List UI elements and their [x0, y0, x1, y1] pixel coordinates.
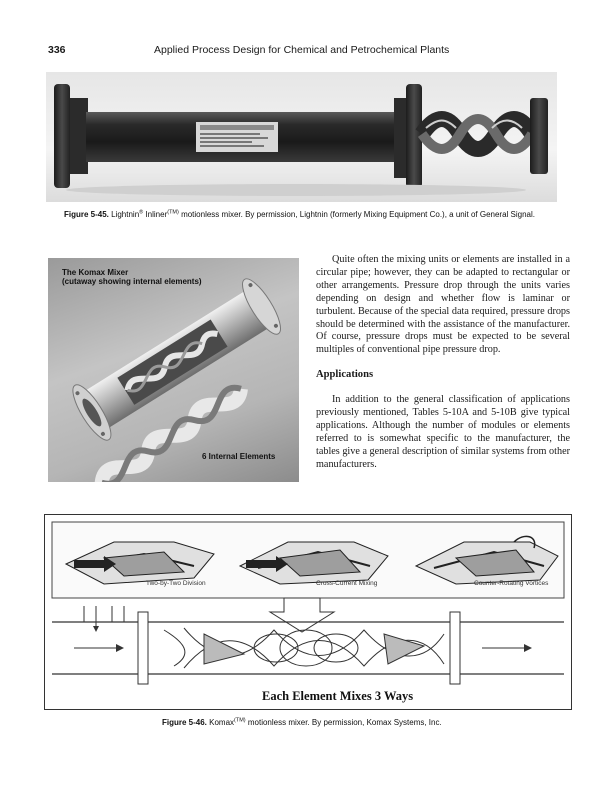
sub-label-counter-rotating: Counter-Rotating Vortices [474, 580, 549, 587]
running-title: Applied Process Design for Chemical and Petrochemical Plants [154, 44, 450, 56]
section-heading: Applications [316, 369, 374, 381]
internal-elements-label: 6 Internal Elements [202, 452, 276, 461]
figure-label: Figure 5-46. [162, 718, 207, 727]
komax-cutaway-photo [48, 258, 299, 482]
page-header [48, 44, 553, 60]
diagram-title: Each Element Mixes 3 Ways [262, 689, 414, 703]
sub-label-cross-current: Cross-Current Mixing [316, 580, 378, 587]
figure-5-45-caption: Figure 5-45. Lightnin® Inliner$^{(TM)}$ motionless mixer. By permission, Lightnin (formerly Mixing Equipment Co.), a unit of General Signal. [64, 209, 535, 219]
sub-label-two-by-two: Two-by-Two Division [146, 580, 206, 587]
figure-label: Figure 5-45. [64, 210, 109, 219]
figure-5-46-caption: Figure 5-46. Komax$^{(TM)}$ motionless mixer. By permission, Komax Systems, Inc. [162, 717, 442, 727]
paragraph: In addition to the general classification of applications previously mentioned, Tables 5-10A and 5-10B give typical applications. Although the number of modules or elements referred to is somewhat specific to the manufacturer, the tables give a general description of similar systems from other manufacturers. [316, 394, 570, 470]
body-text-column [316, 254, 570, 472]
page-number: 336 [48, 44, 66, 56]
lightnin-mixer-photo [46, 72, 557, 202]
komax-mixing-diagram [44, 514, 572, 710]
paragraph: Quite often the mixing units or elements are installed in a circular pipe; however, they can be adapted to rectangular or other arrangements. Pressure drop through the units varies depending on design and whether flow is laminar or turbulent. Because of the special data required, pressure drops should be determined with the assistance of the manufacturer. Of course, pressure drops must be expected to be several multiples of conventional pipe pressure drop. [316, 254, 570, 356]
komax-photo-title: The Komax Mixer (cutaway showing internal elements) [62, 268, 202, 286]
